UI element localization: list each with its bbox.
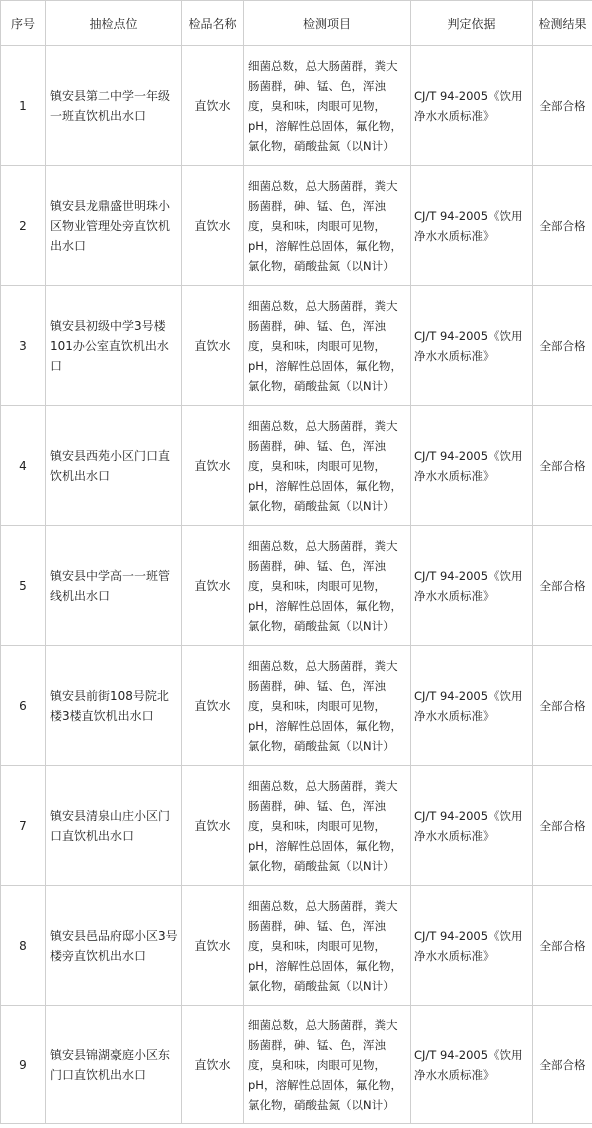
row-seq: 6 bbox=[1, 646, 46, 766]
row-basis: CJ/T 94-2005《饮用净水水质标准》 bbox=[411, 46, 533, 166]
row-seq: 5 bbox=[1, 526, 46, 646]
row-seq: 7 bbox=[1, 766, 46, 886]
row-result: 全部合格 bbox=[533, 766, 592, 886]
row-result: 全部合格 bbox=[533, 406, 592, 526]
row-basis: CJ/T 94-2005《饮用净水水质标准》 bbox=[411, 646, 533, 766]
row-sample-name: 直饮水 bbox=[182, 46, 244, 166]
table-row bbox=[1, 286, 592, 406]
row-location: 镇安县邑品府邸小区3号楼旁直饮机出水口 bbox=[46, 886, 182, 1006]
row-location: 镇安县初级中学3号楼101办公室直饮机出水口 bbox=[46, 286, 182, 406]
row-seq: 1 bbox=[1, 46, 46, 166]
row-sample-name: 直饮水 bbox=[182, 166, 244, 286]
table-row bbox=[1, 1006, 592, 1124]
header-result: 检测结果 bbox=[533, 1, 592, 46]
row-seq: 2 bbox=[1, 166, 46, 286]
table-row bbox=[1, 46, 592, 166]
row-items: 细菌总数，总大肠菌群，粪大肠菌群，砷、锰、色，浑浊度，臭和味，肉眼可见物，pH，溶解性总固体，氟化物，氯化物，硝酸盐氮（以N计） bbox=[244, 286, 411, 406]
row-basis: CJ/T 94-2005《饮用净水水质标准》 bbox=[411, 406, 533, 526]
table-row bbox=[1, 886, 592, 1006]
header-items: 检测项目 bbox=[244, 1, 411, 46]
row-result: 全部合格 bbox=[533, 526, 592, 646]
row-items: 细菌总数，总大肠菌群，粪大肠菌群，砷、锰、色，浑浊度，臭和味，肉眼可见物，pH，溶解性总固体，氟化物，氯化物，硝酸盐氮（以N计） bbox=[244, 406, 411, 526]
row-basis: CJ/T 94-2005《饮用净水水质标准》 bbox=[411, 166, 533, 286]
row-basis: CJ/T 94-2005《饮用净水水质标准》 bbox=[411, 286, 533, 406]
row-sample-name: 直饮水 bbox=[182, 406, 244, 526]
row-items: 细菌总数，总大肠菌群，粪大肠菌群，砷、锰、色，浑浊度，臭和味，肉眼可见物，pH，溶解性总固体，氟化物，氯化物，硝酸盐氮（以N计） bbox=[244, 646, 411, 766]
row-seq: 4 bbox=[1, 406, 46, 526]
row-location: 镇安县前街108号院北楼3楼直饮机出水口 bbox=[46, 646, 182, 766]
row-basis: CJ/T 94-2005《饮用净水水质标准》 bbox=[411, 886, 533, 1006]
row-basis: CJ/T 94-2005《饮用净水水质标准》 bbox=[411, 766, 533, 886]
row-result: 全部合格 bbox=[533, 1006, 592, 1124]
table-row bbox=[1, 406, 592, 526]
row-seq: 3 bbox=[1, 286, 46, 406]
row-sample-name: 直饮水 bbox=[182, 766, 244, 886]
row-items: 细菌总数，总大肠菌群，粪大肠菌群，砷、锰、色，浑浊度，臭和味，肉眼可见物，pH，溶解性总固体，氟化物，氯化物，硝酸盐氮（以N计） bbox=[244, 166, 411, 286]
row-sample-name: 直饮水 bbox=[182, 1006, 244, 1124]
row-items: 细菌总数，总大肠菌群，粪大肠菌群，砷、锰、色，浑浊度，臭和味，肉眼可见物，pH，溶解性总固体，氟化物，氯化物，硝酸盐氮（以N计） bbox=[244, 526, 411, 646]
row-result: 全部合格 bbox=[533, 46, 592, 166]
row-sample-name: 直饮水 bbox=[182, 886, 244, 1006]
row-result: 全部合格 bbox=[533, 646, 592, 766]
row-location: 镇安县锦湖豪庭小区东门口直饮机出水口 bbox=[46, 1006, 182, 1124]
header-sample-name: 检品名称 bbox=[182, 1, 244, 46]
row-sample-name: 直饮水 bbox=[182, 526, 244, 646]
row-location: 镇安县中学高一一班管线机出水口 bbox=[46, 526, 182, 646]
row-result: 全部合格 bbox=[533, 166, 592, 286]
row-basis: CJ/T 94-2005《饮用净水水质标准》 bbox=[411, 526, 533, 646]
row-location: 镇安县第二中学一年级一班直饮机出水口 bbox=[46, 46, 182, 166]
row-seq: 8 bbox=[1, 886, 46, 1006]
row-items: 细菌总数，总大肠菌群，粪大肠菌群，砷、锰、色，浑浊度，臭和味，肉眼可见物，pH，溶解性总固体，氟化物，氯化物，硝酸盐氮（以N计） bbox=[244, 766, 411, 886]
header-seq: 序号 bbox=[1, 1, 46, 46]
table-row bbox=[1, 526, 592, 646]
row-items: 细菌总数，总大肠菌群，粪大肠菌群，砷、锰、色，浑浊度，臭和味，肉眼可见物，pH，溶解性总固体，氟化物，氯化物，硝酸盐氮（以N计） bbox=[244, 1006, 411, 1124]
row-result: 全部合格 bbox=[533, 886, 592, 1006]
table-header-row bbox=[1, 1, 592, 46]
row-items: 细菌总数，总大肠菌群，粪大肠菌群，砷、锰、色，浑浊度，臭和味，肉眼可见物，pH，溶解性总固体，氟化物，氯化物，硝酸盐氮（以N计） bbox=[244, 886, 411, 1006]
header-basis: 判定依据 bbox=[411, 1, 533, 46]
row-sample-name: 直饮水 bbox=[182, 286, 244, 406]
row-seq: 9 bbox=[1, 1006, 46, 1124]
row-sample-name: 直饮水 bbox=[182, 646, 244, 766]
row-items: 细菌总数，总大肠菌群，粪大肠菌群，砷、锰、色，浑浊度，臭和味，肉眼可见物，pH，溶解性总固体，氟化物，氯化物，硝酸盐氮（以N计） bbox=[244, 46, 411, 166]
row-location: 镇安县龙鼎盛世明珠小区物业管理处旁直饮机出水口 bbox=[46, 166, 182, 286]
row-result: 全部合格 bbox=[533, 286, 592, 406]
table-row bbox=[1, 766, 592, 886]
row-location: 镇安县西苑小区门口直饮机出水口 bbox=[46, 406, 182, 526]
table-row bbox=[1, 646, 592, 766]
header-location: 抽检点位 bbox=[46, 1, 182, 46]
row-location: 镇安县清泉山庄小区门口直饮机出水口 bbox=[46, 766, 182, 886]
table-row bbox=[1, 166, 592, 286]
row-basis: CJ/T 94-2005《饮用净水水质标准》 bbox=[411, 1006, 533, 1124]
